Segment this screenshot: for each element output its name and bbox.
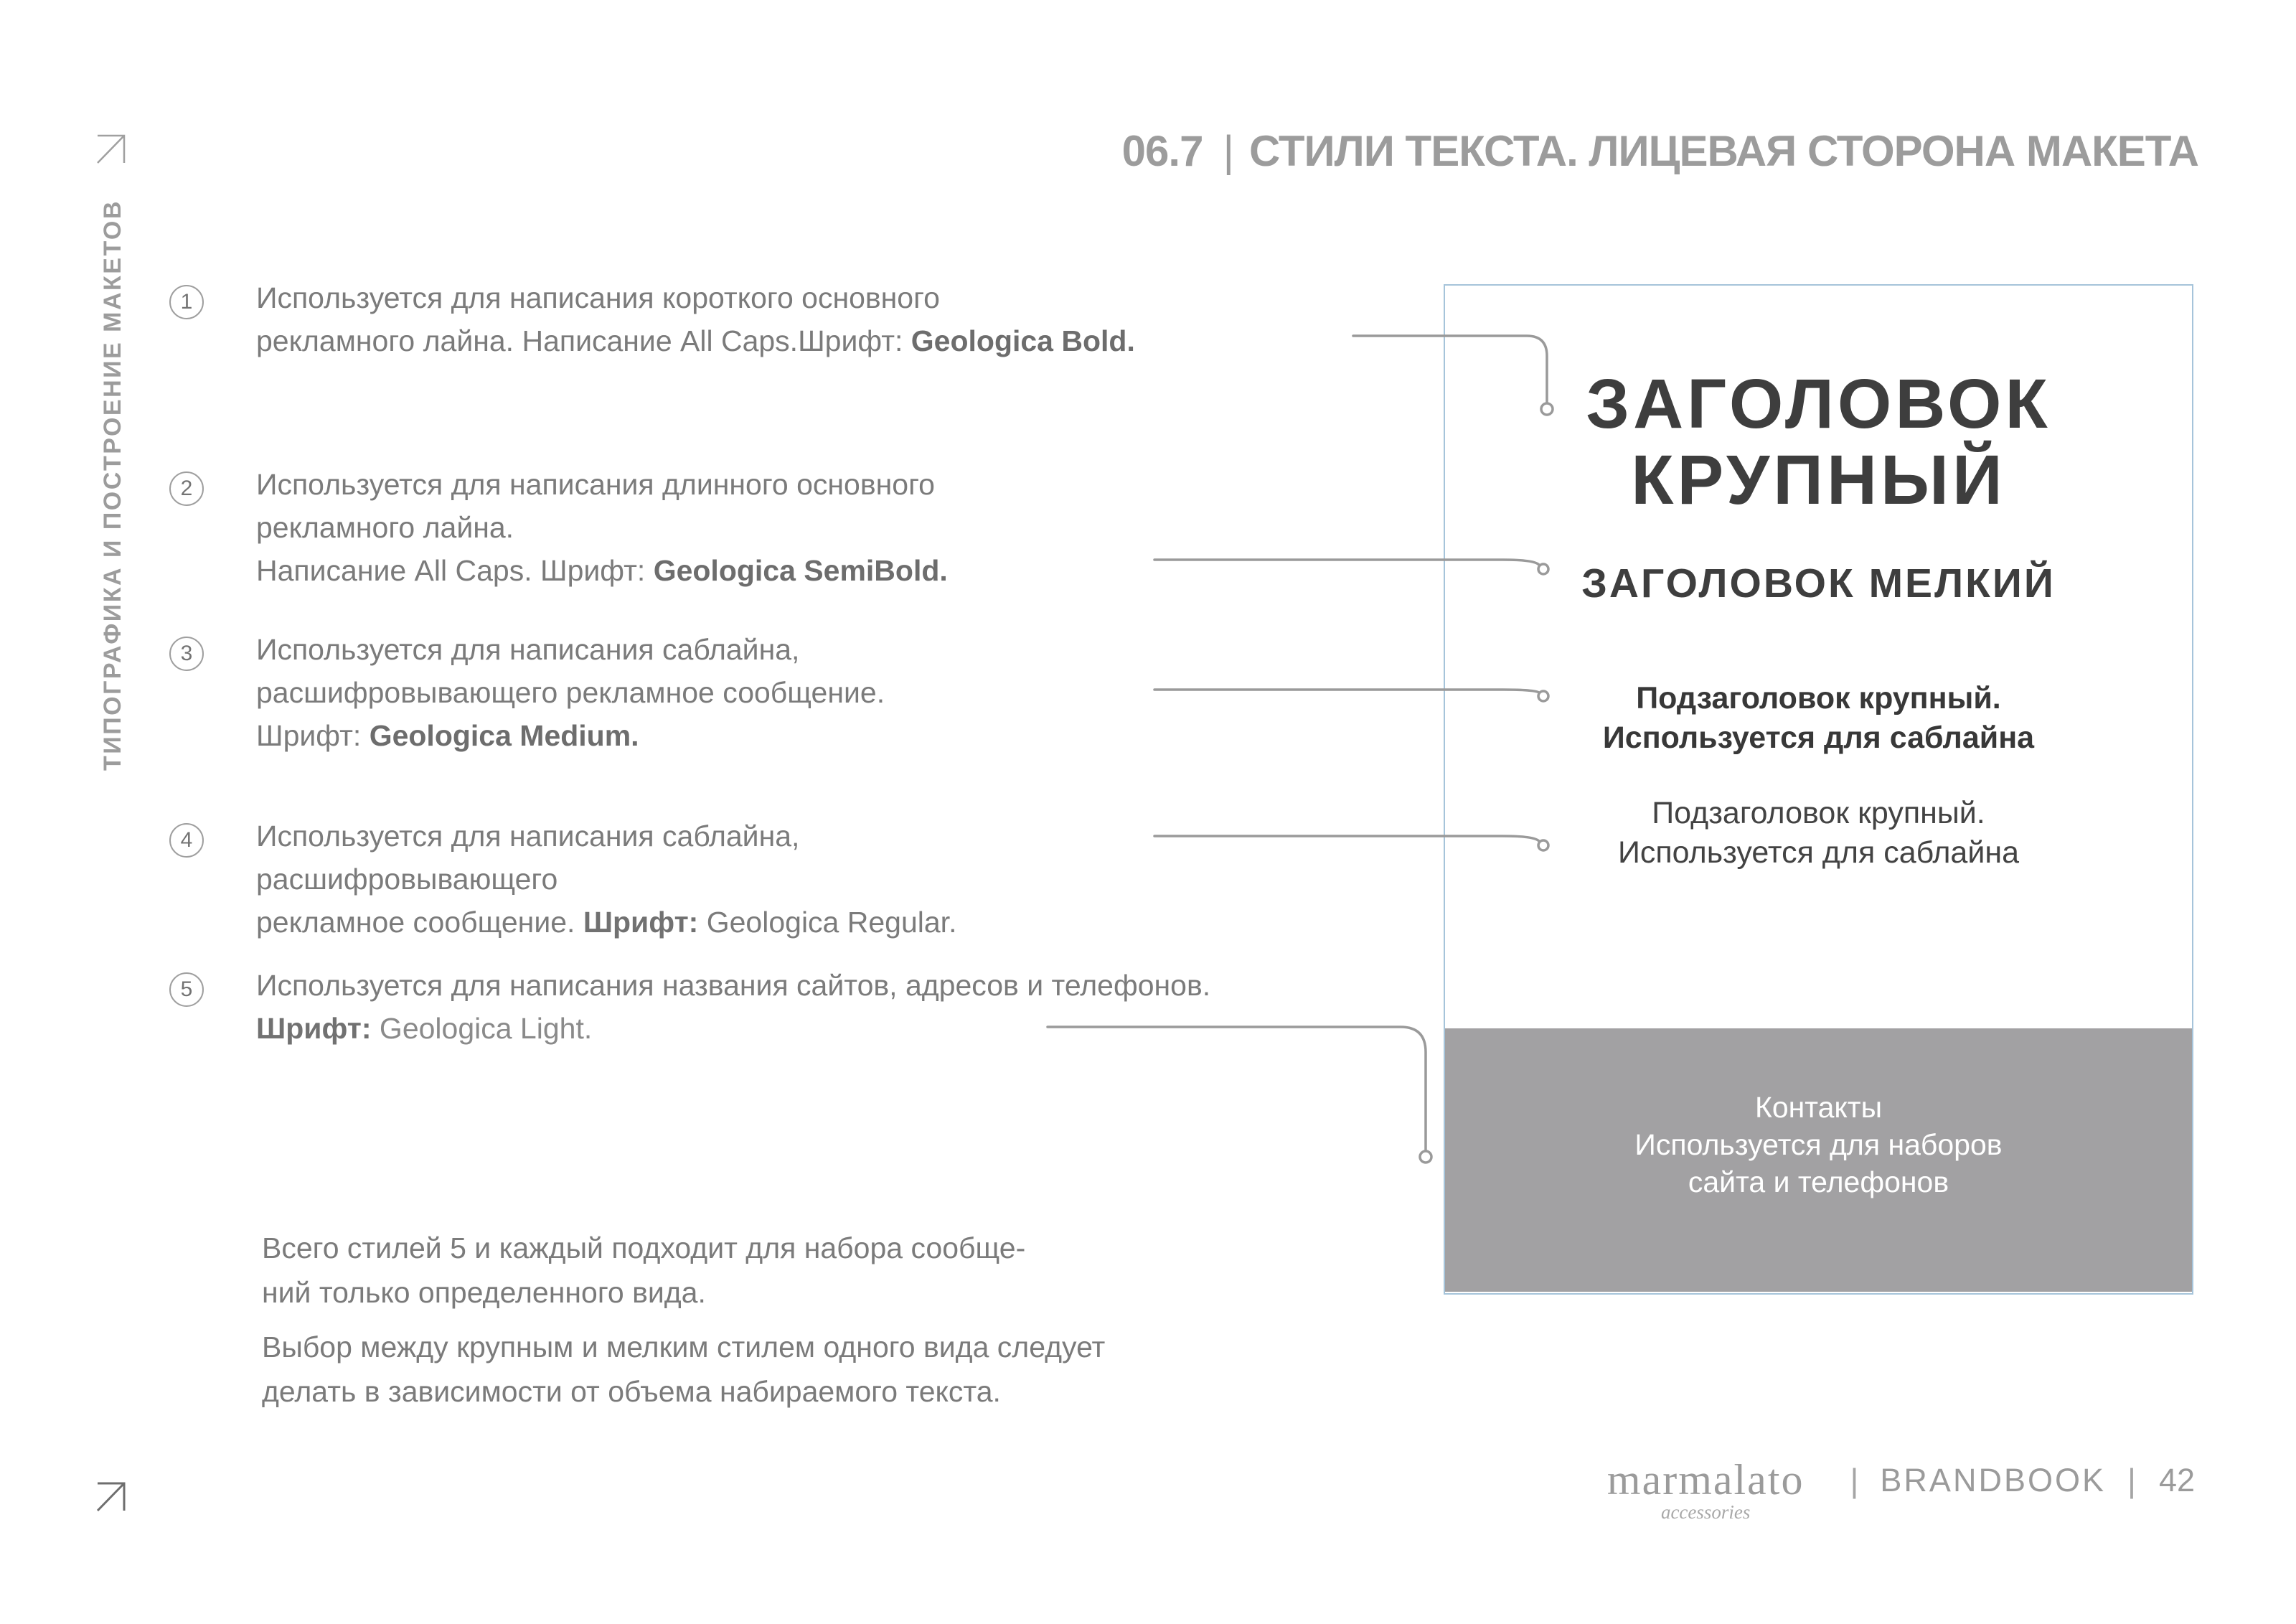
layout-mockup-card — [1444, 284, 2193, 1295]
note-line: Выбор между крупным и мелким стилем одного вида следует — [262, 1330, 1106, 1363]
diagonal-arrow-icon — [95, 1479, 128, 1513]
item-description — [256, 964, 1297, 1050]
item-description-line: Используется для написания названия сайтов, адресов и телефонов. — [256, 969, 1211, 1002]
brand-logo-subtext: accessories — [1660, 1501, 1751, 1523]
style-item-2 — [169, 463, 1297, 592]
item-number-badge: 2 — [169, 471, 204, 506]
summary-paragraph-2 — [262, 1325, 1105, 1414]
section-number: 06.7 — [1121, 127, 1203, 175]
subhead-line: Используется для саблайна — [1602, 721, 2035, 755]
item-description-line: рекламного лайна. — [256, 511, 514, 544]
item-number-badge: 1 — [169, 285, 204, 319]
contacts-line: Используется для наборов — [1634, 1128, 2003, 1161]
style-item-5 — [169, 964, 1297, 1050]
item-description-line: расшифровывающего — [256, 863, 558, 896]
contacts-line: Контакты — [1754, 1091, 1883, 1124]
note-line: делать в зависимости от объема набираемого текста. — [262, 1375, 1001, 1408]
footer-divider: | — [1850, 1461, 1859, 1499]
subhead-line: Подзаголовок крупный. — [1652, 796, 1985, 830]
contacts-line: сайта и телефонов — [1688, 1165, 1949, 1198]
item-description-line: Шрифт: Geologica Light. — [256, 1012, 593, 1045]
style-item-3 — [169, 628, 1297, 757]
mockup-contacts-block — [1445, 1028, 2192, 1292]
headline-line: ЗАГОЛОВОК — [1586, 365, 2051, 443]
page-header — [1122, 126, 2198, 176]
subhead-line: Используется для саблайна — [1617, 835, 2020, 870]
item-description — [256, 815, 1297, 944]
summary-notes — [262, 1226, 1105, 1424]
footer-divider: | — [2127, 1461, 2136, 1499]
item-description — [256, 276, 1297, 362]
note-line: Всего стилей 5 и каждый подходит для набора сообще- — [262, 1231, 1026, 1264]
connector-endpoint-dot — [1420, 1151, 1431, 1163]
item-description-line: Шрифт: Geologica Medium. — [256, 719, 639, 752]
item-description-line: Используется для написания саблайна, — [256, 633, 800, 666]
page-footer — [1606, 1455, 2195, 1523]
footer-document-label: BRANDBOOK — [1880, 1461, 2106, 1498]
item-number-badge: 5 — [169, 972, 204, 1007]
subhead-line: Подзаголовок крупный. — [1636, 681, 2001, 715]
headline-line: КРУПНЫЙ — [1631, 441, 2006, 519]
note-line: ний только определенного вида. — [262, 1276, 706, 1309]
page-title: СТИЛИ ТЕКСТА. ЛИЦЕВАЯ СТОРОНА МАКЕТА — [1249, 127, 2198, 175]
summary-paragraph-1 — [262, 1226, 1105, 1315]
page-number: 42 — [2158, 1461, 2195, 1498]
mockup-subhead-large — [1445, 679, 2192, 758]
item-description — [256, 628, 1297, 757]
item-number-badge: 4 — [169, 823, 204, 858]
mockup-subhead-regular — [1445, 794, 2192, 873]
diagonal-arrow-icon — [95, 131, 128, 166]
mockup-headline-large — [1445, 366, 2192, 518]
item-description-line: рекламное сообщение. Шрифт: Geologica Regular. — [256, 906, 957, 939]
item-description-line: расшифровывающего рекламное сообщение. — [256, 676, 885, 709]
item-description-line: Написание All Caps. Шрифт: Geologica SemiBold. — [256, 554, 948, 587]
item-number-badge: 3 — [169, 637, 204, 671]
style-item-1 — [169, 276, 1297, 362]
header-divider: | — [1223, 127, 1234, 175]
style-item-4 — [169, 815, 1297, 944]
mockup-headline-small: ЗАГОЛОВОК МЕЛКИЙ — [1581, 560, 2056, 606]
sidebar-vertical-label: ТИПОГРАФИКА И ПОСТРОЕНИЕ МАКЕТОВ — [99, 200, 126, 771]
item-description-line: Используется для написания саблайна, — [256, 820, 800, 853]
item-description — [256, 463, 1297, 592]
item-description-line: Используется для написания длинного основного — [256, 468, 935, 501]
item-description-line: Используется для написания короткого основного — [256, 281, 940, 314]
brand-logo-text: marmalato — [1606, 1456, 1805, 1503]
brand-logo — [1606, 1455, 1805, 1523]
item-description-line: рекламного лайна. Написание All Caps.Шрифт: Geologica Bold. — [256, 324, 1135, 357]
